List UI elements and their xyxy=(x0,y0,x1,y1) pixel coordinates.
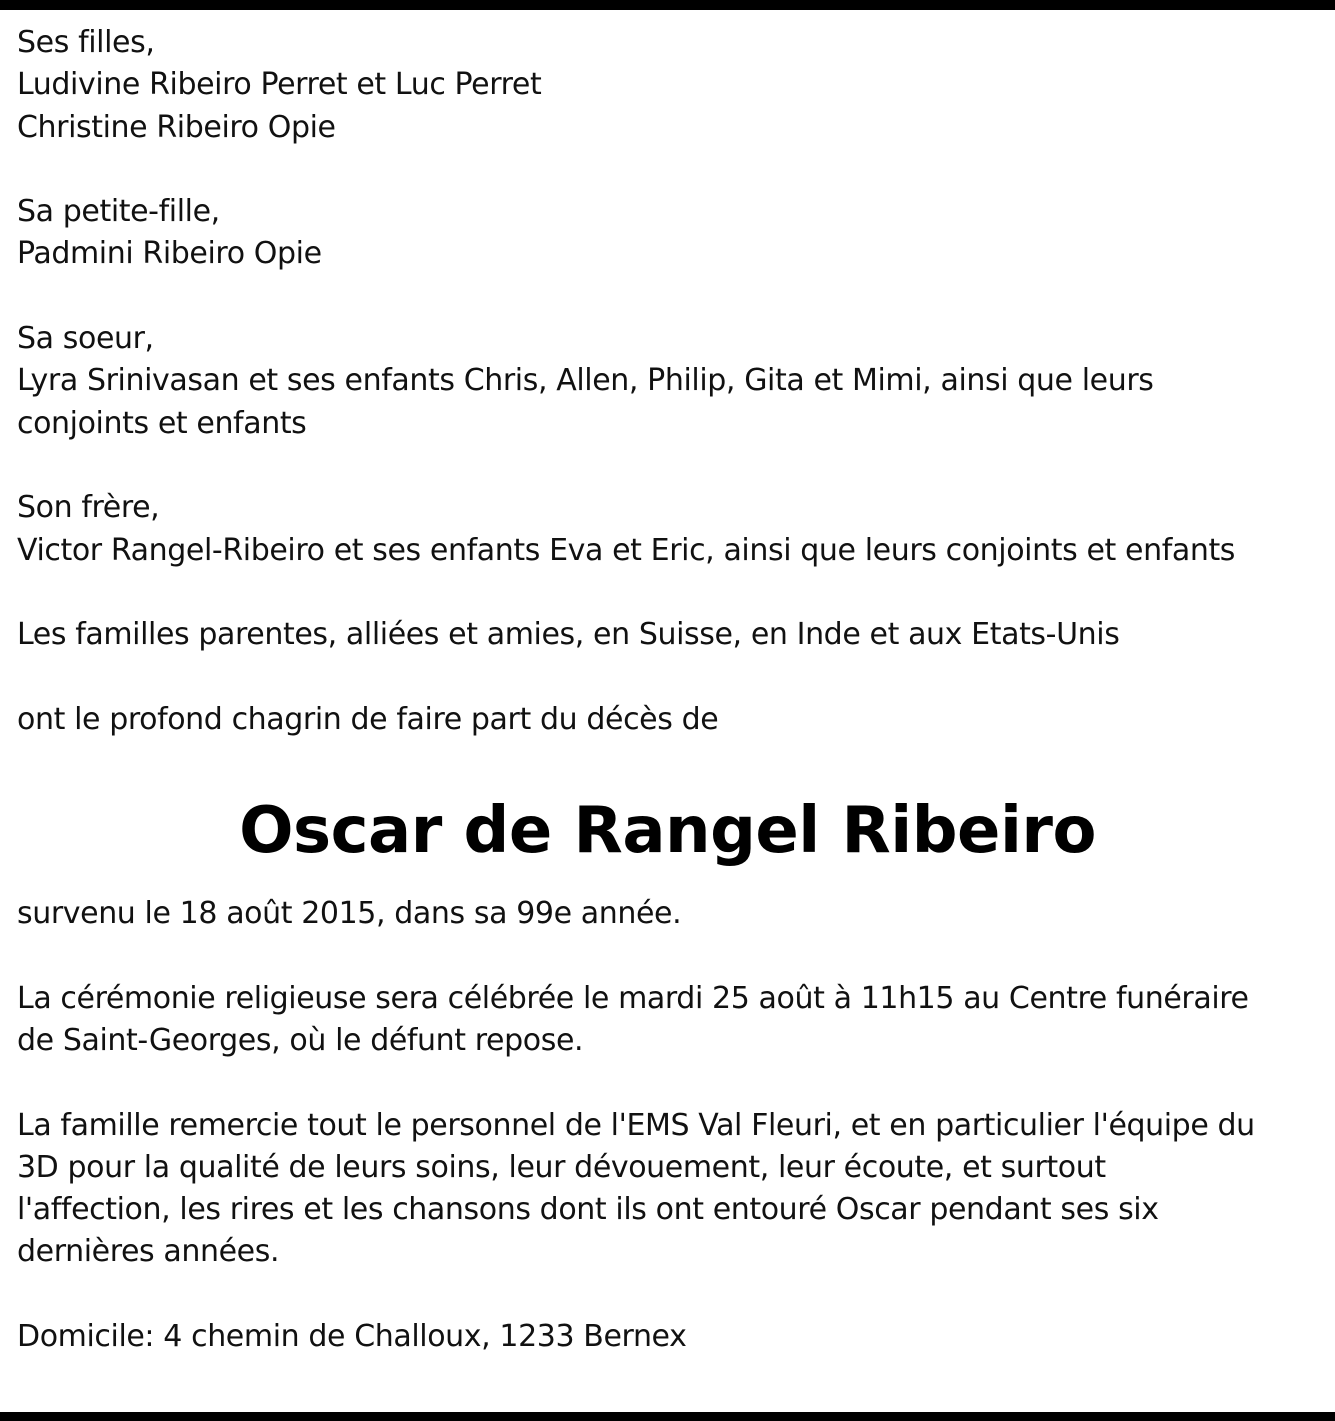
thanks-line: l'affection, les rires et les chansons dont ils ont entouré Oscar pendant ses six xyxy=(17,1192,1159,1228)
families-section xyxy=(17,614,1322,656)
bottom-border-rule xyxy=(0,1412,1335,1421)
thanks-section xyxy=(17,1105,1322,1274)
thanks-line: 3D pour la qualité de leurs soins, leur dévouement, leur écoute, et surtout xyxy=(17,1149,1106,1185)
sister-family-line: conjoints et enfants xyxy=(17,405,307,441)
granddaughter-section xyxy=(17,191,1322,276)
daughter-name: Ludivine Ribeiro Perret et Luc Perret xyxy=(17,67,542,103)
daughters-heading: Ses filles, xyxy=(17,25,155,60)
domicile-text: Domicile: 4 chemin de Challoux, 1233 Bernex xyxy=(17,1319,687,1355)
brother-section xyxy=(17,487,1322,572)
brother-family-line: Victor Rangel-Ribeiro et ses enfants Eva et Eric, ainsi que leurs conjoints et enfants xyxy=(17,532,1236,568)
top-border-rule xyxy=(0,0,1335,10)
sister-family-line: Lyra Srinivasan et ses enfants Chris, Allen, Philip, Gita et Mimi, ainsi que leurs xyxy=(17,363,1154,399)
daughter-name: Christine Ribeiro Opie xyxy=(17,109,336,145)
death-info-text: survenu le 18 août 2015, dans sa 99e année. xyxy=(17,896,682,932)
ceremony-section xyxy=(17,978,1322,1063)
daughters-section xyxy=(17,22,1322,149)
sister-heading: Sa soeur, xyxy=(17,321,154,357)
ceremony-line: de Saint-Georges, où le défunt repose. xyxy=(17,1022,584,1058)
thanks-line: dernières années. xyxy=(17,1234,280,1270)
obituary-notice xyxy=(17,22,1322,1401)
announcement-section xyxy=(17,699,1322,741)
thanks-line: La famille remercie tout le personnel de l'EMS Val Fleuri, et en particulier l'équipe du xyxy=(17,1107,1255,1143)
deceased-name: Oscar de Rangel Ribeiro xyxy=(239,794,1096,869)
ceremony-line: La cérémonie religieuse sera célébrée le mardi 25 août à 11h15 au Centre funéraire xyxy=(17,980,1249,1016)
families-text: Les familles parentes, alliées et amies, en Suisse, en Inde et aux Etats-Unis xyxy=(17,617,1120,653)
announcement-text: ont le profond chagrin de faire part du décès de xyxy=(17,701,719,737)
sister-section xyxy=(17,318,1322,445)
brother-heading: Son frère, xyxy=(17,490,160,526)
death-info-section xyxy=(17,893,1322,935)
domicile-section xyxy=(17,1316,1322,1358)
granddaughter-heading: Sa petite-fille, xyxy=(17,194,220,230)
granddaughter-name: Padmini Ribeiro Opie xyxy=(17,236,322,272)
